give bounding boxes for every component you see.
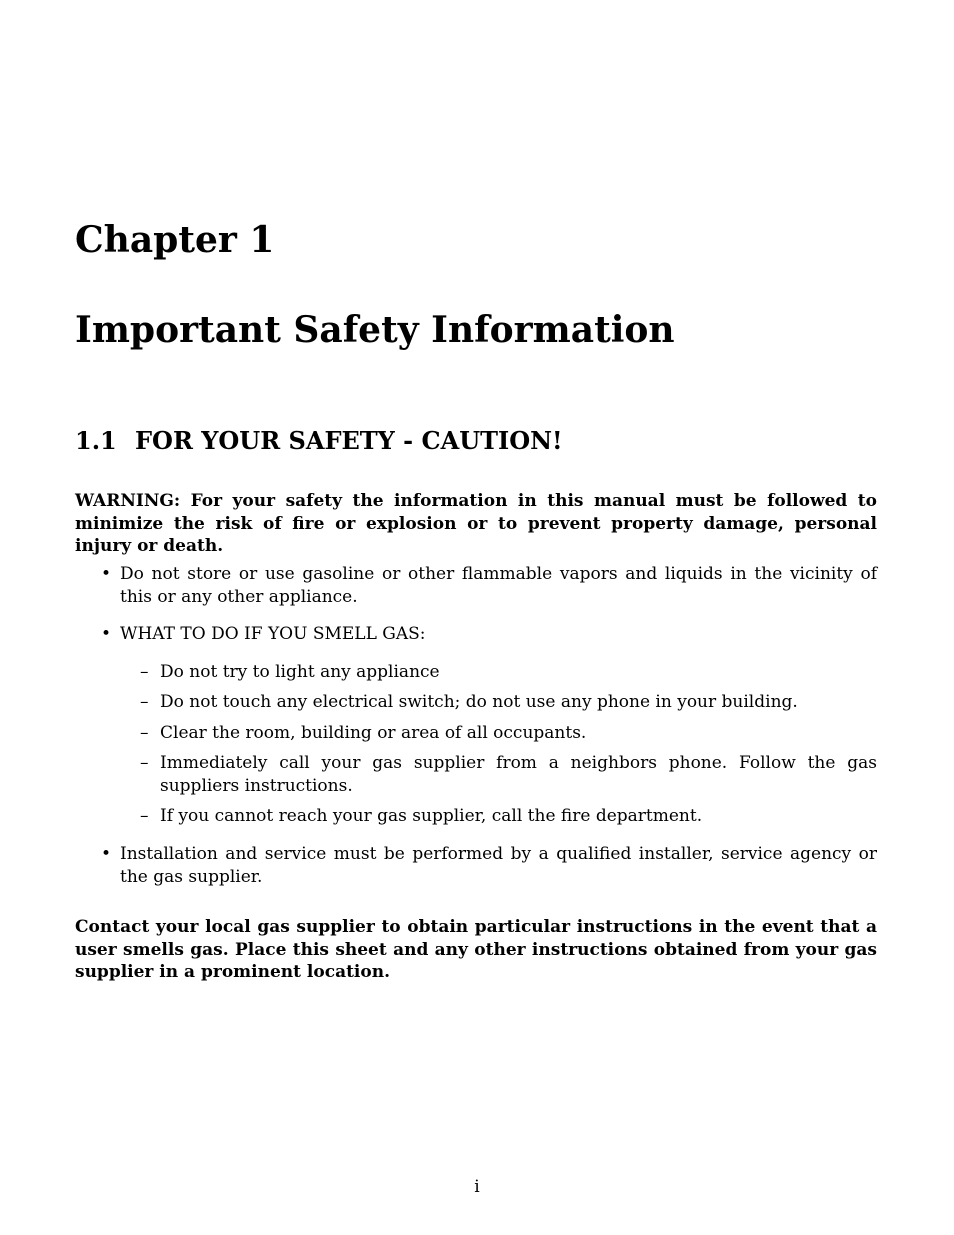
sub-list-text: Do not touch any electrical switch; do not use any phone in your building. bbox=[160, 692, 798, 712]
sub-list-text: Do not try to light any appliance bbox=[160, 662, 440, 682]
bullet-item bbox=[100, 563, 877, 608]
sub-list-item bbox=[140, 691, 877, 714]
section-number: 1.1 bbox=[75, 426, 117, 455]
sub-list-text: Immediately call your gas supplier from a neighbors phone. Follow the gas suppliers instructions. bbox=[160, 753, 877, 796]
dash-marker: – bbox=[140, 723, 149, 743]
dash-marker: – bbox=[140, 753, 149, 773]
dash-marker: – bbox=[140, 662, 149, 682]
sub-list-text: If you cannot reach your gas supplier, call the fire department. bbox=[160, 806, 703, 826]
sub-list-item bbox=[140, 661, 877, 684]
sub-list-item bbox=[140, 805, 877, 828]
dash-marker: – bbox=[140, 692, 149, 712]
dash-marker: – bbox=[140, 806, 149, 826]
warning-paragraph: WARNING: For your safety the information in this manual must be followed to minimize the risk of fire or explosion or to prevent property damage, personal injury or death. bbox=[75, 491, 877, 556]
bullet-text: Installation and service must be performed by a qualified installer, service agency or the gas supplier. bbox=[120, 844, 877, 887]
chapter-label: Chapter 1 bbox=[75, 219, 275, 261]
section-heading bbox=[75, 425, 563, 457]
bullet-marker: • bbox=[100, 844, 112, 864]
sub-list-text: Clear the room, building or area of all occupants. bbox=[160, 723, 587, 743]
bullet-text: Do not store or use gasoline or other flammable vapors and liquids in the vicinity of this or any other appliance. bbox=[120, 564, 877, 607]
bullet-text: WHAT TO DO IF YOU SMELL GAS: bbox=[120, 624, 426, 644]
sub-list-item bbox=[140, 752, 877, 797]
contact-paragraph: Contact your local gas supplier to obtain particular instructions in the event that a user smells gas. Place this sheet and any other instructions obtained from your gas supplier in a prominent location. bbox=[75, 917, 877, 982]
sub-list-item bbox=[140, 722, 877, 745]
chapter-title: Important Safety Information bbox=[75, 309, 675, 351]
section-title: FOR YOUR SAFETY - CAUTION! bbox=[135, 426, 563, 455]
bullet-item bbox=[100, 843, 877, 888]
bullet-marker: • bbox=[100, 564, 112, 584]
bullet-item bbox=[100, 623, 877, 646]
bullet-marker: • bbox=[100, 624, 112, 644]
page-number: i bbox=[474, 1177, 480, 1197]
